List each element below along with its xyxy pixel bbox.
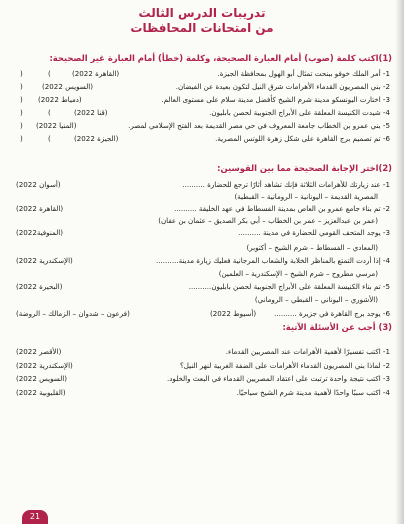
- question-text: 6- يوجد برج القاهرة في جزيرة ..........: [274, 309, 390, 318]
- question-source: (القاهرة 2022): [72, 69, 120, 78]
- section2-item: [14, 203, 390, 215]
- question-source: (أسيوط 2022): [210, 309, 257, 318]
- section1-item: [14, 133, 390, 145]
- question-text: 1- اكتب تفسيرًا لأهمية الأهرامات عند المصريين القدماء.: [225, 347, 390, 356]
- question-source: (الإسكندرية 2022): [16, 361, 73, 370]
- answer-paren-open: ): [48, 69, 51, 78]
- section3-item: [14, 387, 390, 399]
- question-source: (دمياط 2022): [38, 95, 82, 104]
- section1-heading: (1)اكتب كلمة (صوب) أمام العبارة الصحيحة، وكلمة (خطأ) أمام العبارة غير الصحيحة:: [49, 53, 392, 63]
- question-text: 5- بني عمرو بن الخطاب جامعة المعروف في حي مصر القديمة بعد الفتح الإسلامي لمصر.: [128, 121, 390, 130]
- question-text: 2- تم بناء جامع عمرو بن العاص بمدينة الفسطاط في عهد الخليفة ..........: [174, 204, 390, 213]
- question-text: 3- اختارت اليونسكو مدينة شرم الشيخ كأفضل مدينة سلام على مستوى العالم.: [161, 95, 390, 104]
- page-edge-shadow: [395, 0, 404, 524]
- question-source: (المنوفية2022): [16, 228, 63, 237]
- answer-paren-close: (: [20, 134, 23, 143]
- section1-item: [14, 120, 390, 132]
- section2-item: [14, 308, 390, 320]
- answer-options: (المعادي – الفسطاط – شرم الشيخ – أكتوبر): [246, 243, 378, 252]
- question-text: 4- إذا أردت التمتع بالمناظر الخلابة والشعاب المرجانية فعليك زيارة مدينة..........: [156, 256, 390, 265]
- question-source: (القاهرة 2022): [16, 204, 64, 213]
- answer-paren-open: (: [20, 95, 23, 104]
- page-title: تدريبات الدرس الثالث: [138, 6, 266, 20]
- question-text: 4- شيدت الكنيسة المعلقة على الأبراج الجنوبية لحصن بابليون.: [209, 108, 390, 117]
- question-text: 2- لماذا بني المصريون القدماء الأهرامات على الضفة الغربية لنهر النيل؟: [180, 361, 390, 370]
- question-text: 5- تم بناء الكنيسة المعلقة على الأبراج الجنوبية لحصن بابليون..........: [188, 282, 390, 291]
- question-source: (السويس 2022): [42, 82, 94, 91]
- question-source: (البحيرة 2022): [16, 282, 63, 291]
- section2-item: [14, 281, 390, 293]
- question-source: (المنيا 2022): [36, 121, 77, 130]
- section3-heading: (3) أجب عن الأسئلة الآتية:: [282, 322, 392, 332]
- section3-item: [14, 346, 390, 358]
- answer-options: (الأشوري – اليوناني – القبطي – الروماني): [254, 295, 378, 304]
- question-text: 6- تم تصميم برج القاهرة على شكل زهرة اللوتس المصرية.: [215, 134, 390, 143]
- question-text: 2- بني المصريون القدماء الأهرامات شرق النيل لتكون بعيدة عن الفيضان.: [175, 82, 390, 91]
- question-source: (الأقصر 2022): [16, 347, 62, 356]
- question-source: (السويس 2022): [16, 374, 68, 383]
- question-source: (قنا 2022): [74, 108, 108, 117]
- section1-item: [14, 81, 390, 93]
- section3-item: [14, 360, 390, 372]
- section1-item: [14, 68, 390, 80]
- section2-item: [14, 227, 390, 239]
- answer-paren-close: (: [20, 108, 23, 117]
- answer-options: (مرسي مطروح – شرم الشيخ – الإسكندرية – العلمين): [218, 269, 378, 278]
- question-text: 3- اكتب نتيجة واحدة ترتبت على اعتقاد المصريين القدماء في البعث والخلود.: [167, 374, 390, 383]
- section2-heading: (2)اختر الإجابة الصحيحة مما بين القوسين:: [217, 163, 392, 173]
- question-source: (الجيزة 2022): [74, 134, 119, 143]
- question-text: 1- عند زيارتك للأهرامات الثلاثة فإنك تشاهد أثارًا ترجع للحضارة ..........: [182, 180, 390, 189]
- answer-paren-open: (: [20, 82, 23, 91]
- answer-options: المصرية القديمة – اليونانية – الرومانية – القبطية): [234, 192, 378, 201]
- answer-options: (فرعون – شدوان – الزمالك – الروضة): [16, 309, 130, 318]
- section2-item: [14, 179, 390, 191]
- answer-paren-open: ): [48, 108, 51, 117]
- answer-paren-open: ): [48, 134, 51, 143]
- answer-paren-open: (: [20, 121, 23, 130]
- section3-item: [14, 373, 390, 385]
- question-text: 4- اكتب سببًا واحدًا لأهمية مدينة شرم الشيخ سياحيًا.: [236, 388, 390, 397]
- question-source: (أسوان 2022): [16, 180, 61, 189]
- question-source: (الإسكندرية 2022): [16, 256, 73, 265]
- answer-options: (عمر بن عبدالعزيز – عمر بن الخطاب – أبي بكر الصديق – عثمان بن عفان): [158, 216, 378, 225]
- question-source: (القليوبية 2022): [16, 388, 66, 397]
- section2-item: [14, 255, 390, 267]
- section1-item: [14, 107, 390, 119]
- question-text: 1- أمر الملك خوفو ببنحت تمثال أبو الهول بمحافظة الجيزة.: [217, 69, 390, 78]
- page-subtitle: من امتحانات المحافظات: [130, 21, 274, 35]
- answer-paren-close: (: [20, 69, 23, 78]
- question-text: 3- يوجد المتحف القومي للحضارة في مدينة ..........: [238, 228, 390, 237]
- page-number: 21: [22, 510, 48, 524]
- section1-item: [14, 94, 390, 106]
